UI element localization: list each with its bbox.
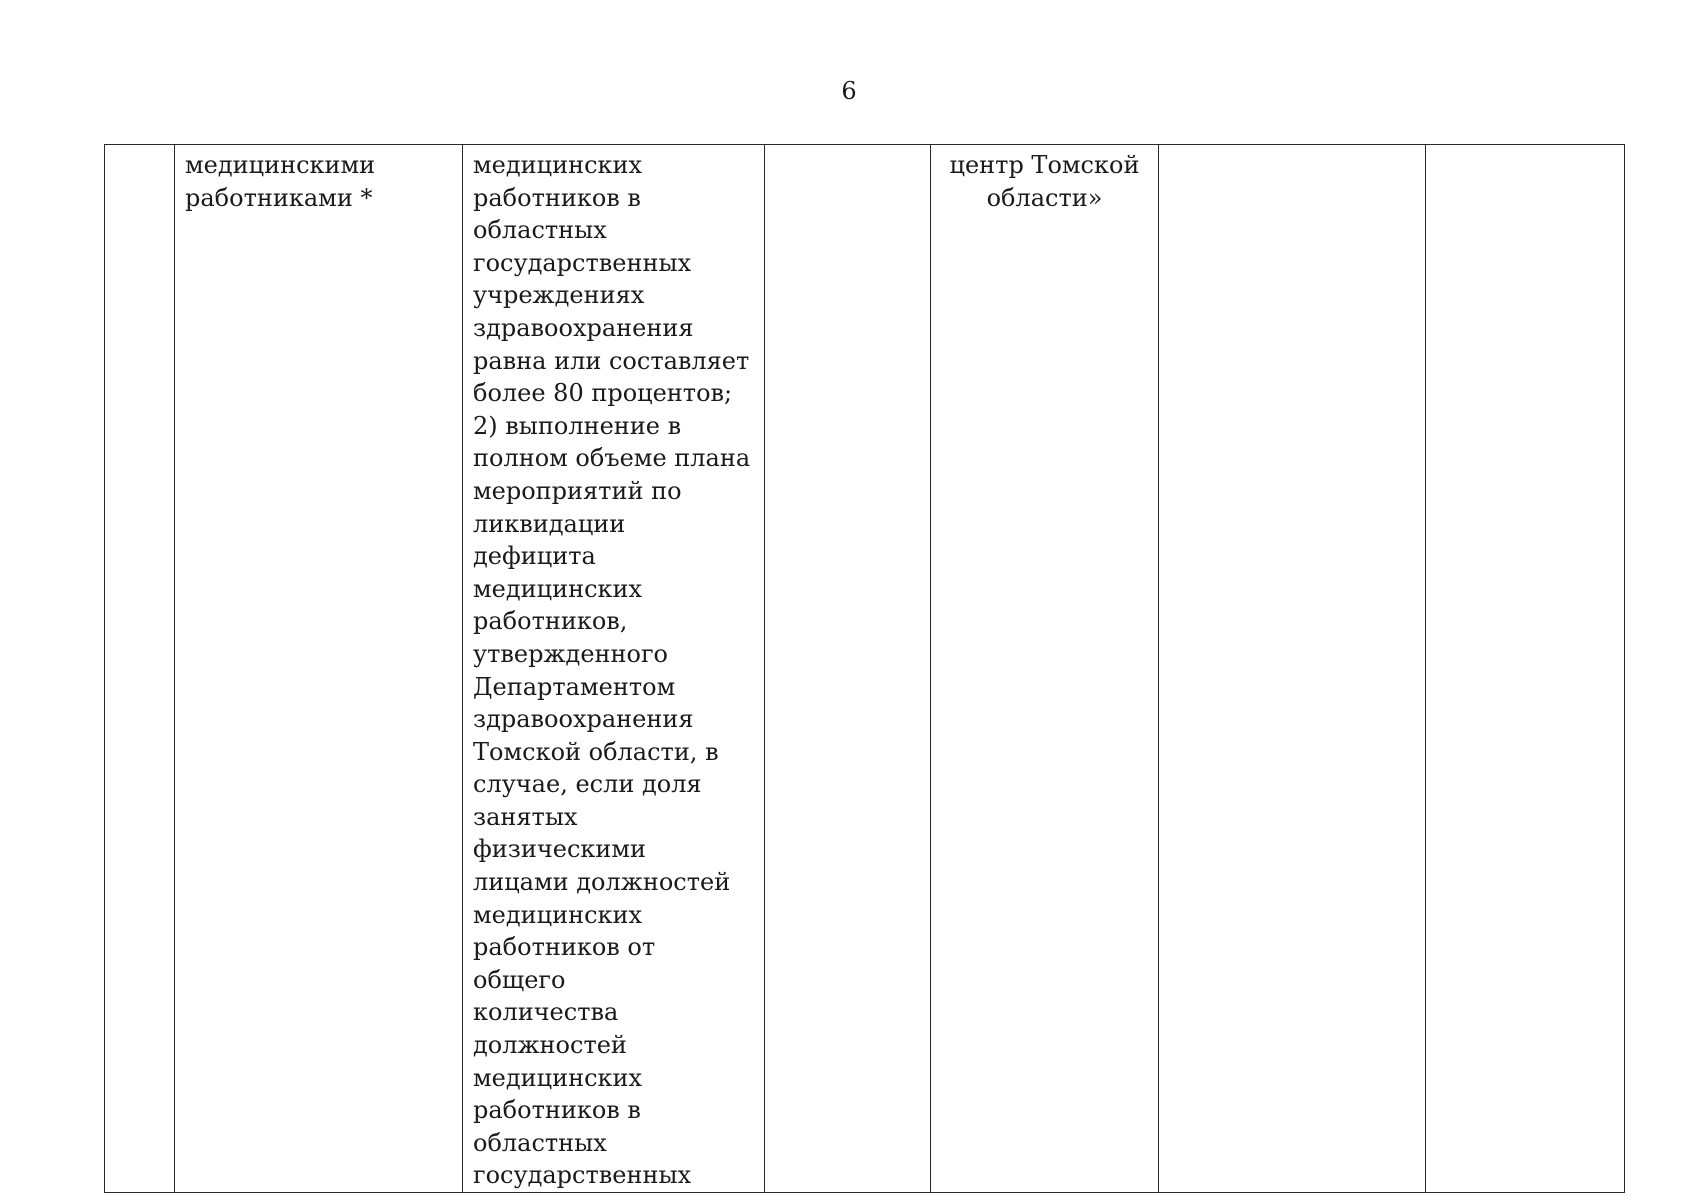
cell-text: центр Томской области» <box>949 151 1140 212</box>
cell-text: медицинских работников в областных государственных учреждениях здравоохранения равна или составляет более 80 процентов; 2) выполнение в полном объеме плана мероприятий по ликвидации дефицита медицинских работников, утвержденного Департаментом здравоохранения Томской области, в случае, если доля занятых физическими лицами должностей медицинских работников от общего количества должностей медицинских работников в областных государственных <box>473 151 751 1190</box>
table-cell-col7 <box>1426 145 1625 1193</box>
page-number: 6 <box>841 77 857 105</box>
table-cell-col6 <box>1159 145 1426 1193</box>
table-row <box>105 145 1625 1193</box>
table-cell-indicator <box>175 145 463 1193</box>
table-cell-number <box>105 145 175 1193</box>
cell-text: медицинскими работниками * <box>185 151 376 212</box>
table-cell-criteria <box>463 145 765 1193</box>
table-cell-organization <box>931 145 1159 1193</box>
table-cell-col4 <box>765 145 931 1193</box>
document-table <box>104 144 1625 1193</box>
